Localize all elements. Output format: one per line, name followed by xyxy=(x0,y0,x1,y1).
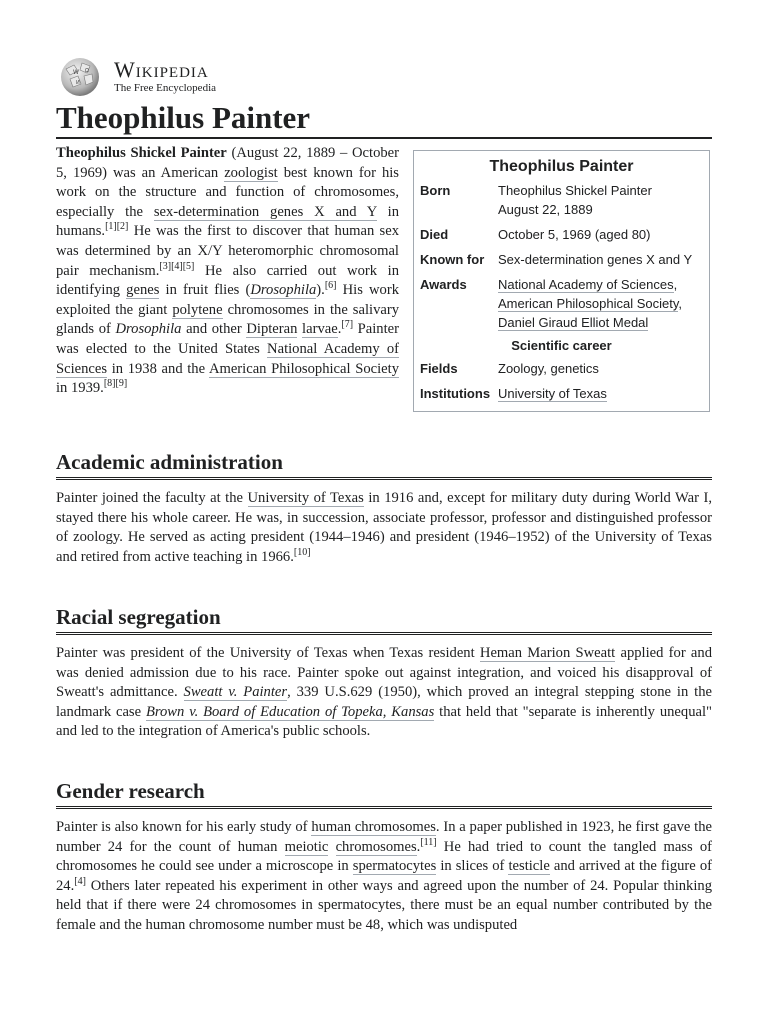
link-dipteran[interactable]: Dipteran xyxy=(246,321,298,338)
infobox-value: Sex-determination genes X and Y xyxy=(498,252,693,267)
infobox xyxy=(413,150,710,412)
article-page xyxy=(56,54,712,933)
section-heading: Academic administration xyxy=(56,449,712,480)
infobox-row-institutions xyxy=(420,384,703,403)
citation-ref[interactable]: [10] xyxy=(293,546,311,558)
infobox-value: Zoology, genetics xyxy=(498,361,599,376)
infobox-row-known-for xyxy=(420,250,703,269)
subject-name: Theophilus Shickel Painter xyxy=(56,145,227,161)
wikipedia-wordmark[interactable] xyxy=(114,56,217,94)
infobox-value xyxy=(498,384,703,403)
infobox-label: Known for xyxy=(420,252,485,267)
infobox-value: National Academy of Sciences, American Philosophical Society, Daniel Giraud Elliot Medal xyxy=(498,277,683,330)
link-award-aps[interactable]: American Philosophical Society xyxy=(498,296,679,311)
site-header xyxy=(56,54,712,98)
section-paragraph: Painter joined the faculty at the University of Texas in 1916 and, except for military duty during World War I, stayed there his whole career. He was, in succession, associate professor, professor and distinguished professor of zoology. He served as acting president (1944–1946) and president (1946–1952) of the University of Texas and retired from active teaching in 1966.[10] xyxy=(56,490,712,565)
link-genes[interactable]: genes xyxy=(126,282,160,299)
link-spermatocytes[interactable]: spermatocytes xyxy=(352,858,437,875)
link-polytene[interactable]: polytene xyxy=(172,301,223,318)
link-award-nas[interactable]: National Academy of Sciences xyxy=(498,277,674,292)
citation-ref[interactable]: [11] xyxy=(420,836,437,848)
link-american-philosophical-society[interactable]: American Philosophical Society xyxy=(208,360,399,377)
link-zoologist[interactable]: zoologist xyxy=(224,164,278,181)
infobox-title: Theophilus Painter xyxy=(489,158,634,175)
link-national-academy-of-sciences[interactable]: National Academy of Sciences xyxy=(56,340,399,377)
link-human-chromosomes[interactable]: human chromosomes xyxy=(311,819,436,835)
citation-ref[interactable]: [1][2] xyxy=(105,221,129,233)
link-university-of-texas[interactable]: University of Texas xyxy=(498,386,607,401)
infobox-label: Fields xyxy=(420,361,458,376)
infobox-label: Awards xyxy=(420,277,467,292)
infobox-value: Theophilus Shickel Painter August 22, 1889 xyxy=(498,183,652,217)
section-racial-segregation xyxy=(56,604,712,742)
infobox-row-awards xyxy=(420,275,703,332)
citation-ref[interactable]: [7] xyxy=(341,319,354,331)
infobox-row-died xyxy=(420,225,703,244)
brand-subtitle: The Free Encyclopedia xyxy=(114,81,217,94)
infobox-label: Institutions xyxy=(420,386,491,401)
page-title: Theophilus Painter xyxy=(56,100,712,139)
section-gender-research xyxy=(56,778,712,936)
section-academic-administration xyxy=(56,449,712,567)
citation-ref[interactable]: [8][9] xyxy=(103,378,128,390)
link-university-of-texas[interactable]: University of Texas xyxy=(247,490,364,506)
infobox-label: Born xyxy=(420,183,451,198)
infobox-row-born xyxy=(420,181,703,219)
infobox-value: October 5, 1969 (aged 80) xyxy=(498,227,651,242)
section-paragraph: Painter was president of the University of Texas when Texas resident Heman Marion Sweatt applied for and was denied admission due to his race. Painter spoke out against integration, and voiced his disapproval of Sweatt's admittance. Sweatt v. Painter, 339 U.S.629 (1950), which proved an integral stepping stone in the landmark case Brown v. Board of Education of Topeka, Kansas that held that "separate is inherently unequal" and led to the integration of America's public schools. xyxy=(56,645,712,740)
link-testicle[interactable]: testicle xyxy=(508,858,550,875)
svg-text:Ω: Ω xyxy=(85,68,89,74)
link-meiotic[interactable]: meiotic xyxy=(284,838,329,855)
link-larvae[interactable]: larvae xyxy=(302,321,338,338)
section-heading: Gender research xyxy=(56,778,712,809)
infobox-row-fields xyxy=(420,359,703,378)
citation-ref[interactable]: [3][4][5] xyxy=(159,260,195,272)
section-heading: Racial segregation xyxy=(56,604,712,635)
link-brown-v-board[interactable]: Brown v. Board of Education of Topeka, Kansas xyxy=(145,703,435,720)
link-sex-determination-genes[interactable]: sex-determination genes X and Y xyxy=(153,203,377,220)
infobox-label: Died xyxy=(420,227,449,242)
link-sweatt-v-painter[interactable]: Sweatt v. Painter xyxy=(183,684,288,701)
citation-ref[interactable]: [6] xyxy=(324,280,337,292)
link-chromosomes[interactable]: chromosomes xyxy=(335,838,417,855)
svg-text:И: И xyxy=(76,80,80,86)
link-heman-marion-sweatt[interactable]: Heman Marion Sweatt xyxy=(479,645,616,661)
infobox-section-header: Scientific career xyxy=(511,338,612,353)
link-award-elliot-medal[interactable]: Daniel Giraud Elliot Medal xyxy=(498,315,649,330)
brand-title: Wikipedia xyxy=(114,56,209,82)
link-drosophila[interactable]: Drosophila xyxy=(250,282,317,299)
lead-paragraph: Theophilus Shickel Painter (August 22, 1889 – October 5, 1969) was an American zoologist best known for his work on the structure and function of chromosomes, especially the sex-determination genes X and Y in humans.[1][2] He was the first to discover that human sex was determined by an X/Y heteromorphic chromosomal pair mechanism.[3][4][5] He also carried out work in identifying genes in fruit flies (Drosophila).[6] His work exploited the giant polytene chromosomes in the salivary glands of Drosophila and other Dipteran larvae.[7] Painter was elected to the United States National Academy of Sciences in 1938 and the American Philosophical Society in 1939.[8][9] xyxy=(56,145,399,397)
wikipedia-globe-logo-icon[interactable] xyxy=(56,55,104,97)
section-paragraph: Painter is also known for his early study of human chromosomes. In a paper published in 1923, he first gave the number 24 for the count of human meiotic chromosomes.[11] He had tried to count the tangled mass of chromosomes he could see under a microscope in spermatocytes in slices of testicle and arrived at the figure of 24.[4] Others later repeated his experiment in other ways and agreed upon the number of 24. Popular thinking held that if there were 24 chromosomes in spermatocytes, there must be an equal number contributed by the female and the human chromosome number must be 48, which was undisputed xyxy=(56,819,712,933)
svg-text:W: W xyxy=(73,69,79,76)
citation-ref[interactable]: [4] xyxy=(74,875,86,887)
